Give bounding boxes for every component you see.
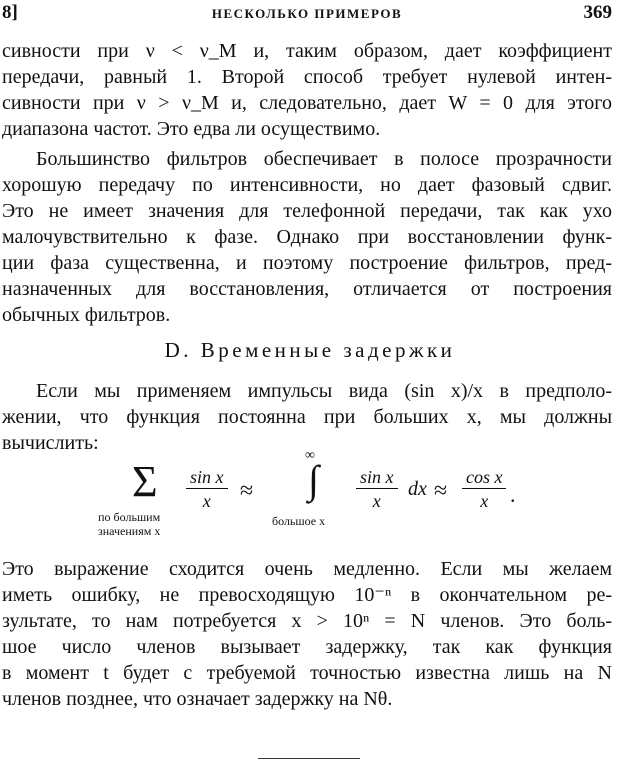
text-line: передачи, равный 1. Второй способ требует нулевой интен-	[2, 66, 612, 88]
fraction-numerator: cos x	[462, 466, 506, 489]
text-line: сивности при ν < ν_M и, таким образом, дает коэффициент	[2, 40, 612, 62]
text-line: в момент t будет с требуемой точностью известна лишь на N	[2, 662, 612, 684]
text-line: жении, что функция постоянна при больших x, мы должны	[2, 406, 612, 428]
integral-symbol: ∫	[308, 457, 319, 502]
text-line: Это выражение сходится очень медленно. Если мы желаем	[2, 558, 612, 580]
text-line: зультате, то нам потребуется x > 10ⁿ = N членов. Это боль-	[2, 610, 612, 632]
text-line: иметь ошибку, не превосходящую 10⁻ⁿ в окончательном ре-	[2, 584, 612, 606]
text-line: Если мы применяем импульсы вида (sin x)/x в предполо-	[36, 380, 612, 402]
page-number: 369	[583, 2, 612, 23]
formula-period: .	[510, 482, 516, 507]
text-line: назначенных для восстановления, отличается от построения	[2, 278, 612, 300]
sum-symbol: Σ	[132, 457, 158, 506]
text-line: малочувствительно к фазе. Однако при восстановлении функ-	[2, 226, 612, 248]
chapter-title: НЕСКОЛЬКО ПРИМЕРОВ	[211, 6, 403, 21]
text-line: вычислить:	[2, 432, 99, 454]
paragraph-2	[2, 146, 612, 328]
text-line: членов позднее, что означает задержку на Nθ.	[2, 688, 393, 710]
section-number: 8]	[2, 2, 18, 23]
text-line: шое число членов вызывает задержку, так как функция	[2, 636, 612, 658]
paragraph-1	[2, 38, 612, 142]
paragraph-3	[2, 378, 612, 456]
text-line: ции фаза существенна, и поэтому построение фильтров, пред-	[2, 252, 612, 274]
text-line: обычных фильтров.	[2, 304, 171, 326]
fraction-numerator: sin x	[186, 466, 228, 489]
fraction-denominator: x	[372, 491, 381, 511]
fraction-numerator: sin x	[356, 466, 398, 489]
approx-sign: ≈	[434, 478, 448, 504]
running-header	[2, 2, 612, 26]
approx-sign: ≈	[240, 478, 254, 504]
cos-fraction	[462, 466, 506, 513]
sum-label-line: значениям x	[98, 524, 161, 538]
sin-fraction-integrand	[356, 466, 398, 513]
integral-lower-limit: большое x	[272, 514, 326, 528]
text-line: Это не имеет значения для телефонной передачи, так как ухо	[2, 200, 612, 222]
sin-fraction	[186, 466, 228, 513]
fraction-denominator: x	[480, 491, 489, 511]
integral-upper-limit: ∞	[305, 448, 315, 463]
fraction-denominator: x	[202, 491, 211, 511]
sum-label-line: по большим	[98, 510, 161, 524]
text-line: Большинство фильтров обеспечивает в полосе прозрачности	[36, 148, 612, 170]
page-bottom-rule	[258, 758, 360, 759]
text-line: хорошую передачу по интенсивности, но дает фазовый сдвиг.	[2, 174, 612, 196]
text-line: сивности при ν > ν_M и, следовательно, дает W = 0 для этого	[2, 92, 612, 114]
text-line: диапазона частот. Это едва ли осуществимо.	[2, 118, 381, 140]
section-heading: D. Временные задержки	[164, 338, 456, 362]
differential: dx	[408, 478, 427, 500]
summation-formula	[90, 448, 540, 544]
paragraph-4	[2, 556, 612, 712]
sum-label	[98, 510, 160, 538]
